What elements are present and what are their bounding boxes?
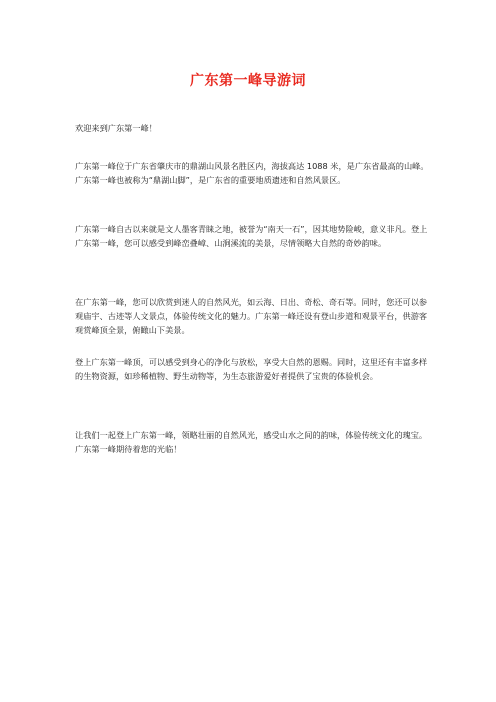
paragraph-location: 广东第一峰位于广东省肇庆市的鼎湖山风景名胜区内，海拔高达 1088 米，是广东省最高的山峰。广东第一峰也被称为“鼎湖山脚”，是广东省的重要地质遗迹和自然风景区。 [75, 161, 429, 185]
paragraph-summit: 登上广东第一峰顶，可以感受到身心的净化与放松，享受大自然的恩赐。同时，这里还有丰富多样的生物资源，如珍稀植物、野生动物等，为生态旅游爱好者提供了宝贵的体验机会。 [75, 357, 428, 381]
paragraph-welcome: 欢迎来到广东第一峰！ [75, 123, 157, 133]
paragraph-invitation: 让我们一起登上广东第一峰，领略壮丽的自然风光，感受山水之间的韵味，体验传统文化的瑰宝。广东第一峰期待着您的光临！ [75, 430, 428, 454]
paragraph-scenery: 在广东第一峰，您可以欣赏到迷人的自然风光，如云海、日出、奇松、奇石等。同时，您还可以参观庙宇、古迹等人文景点，体验传统文化的魅力。广东第一峰还设有登山步道和观景平台，供游客观赏峰顶全景，俯瞰山下美景。 [75, 297, 428, 335]
paragraph-history: 广东第一峰自古以来就是文人墨客青睐之地，被誉为“南天一石”，因其地势险峻，意义非凡。登上广东第一峰，您可以感受到峰峦叠嶂、山涧溪流的美景，尽情领略大自然的奇妙韵味。 [75, 224, 428, 248]
document-title: 广东第一峰导游词 [190, 73, 306, 89]
